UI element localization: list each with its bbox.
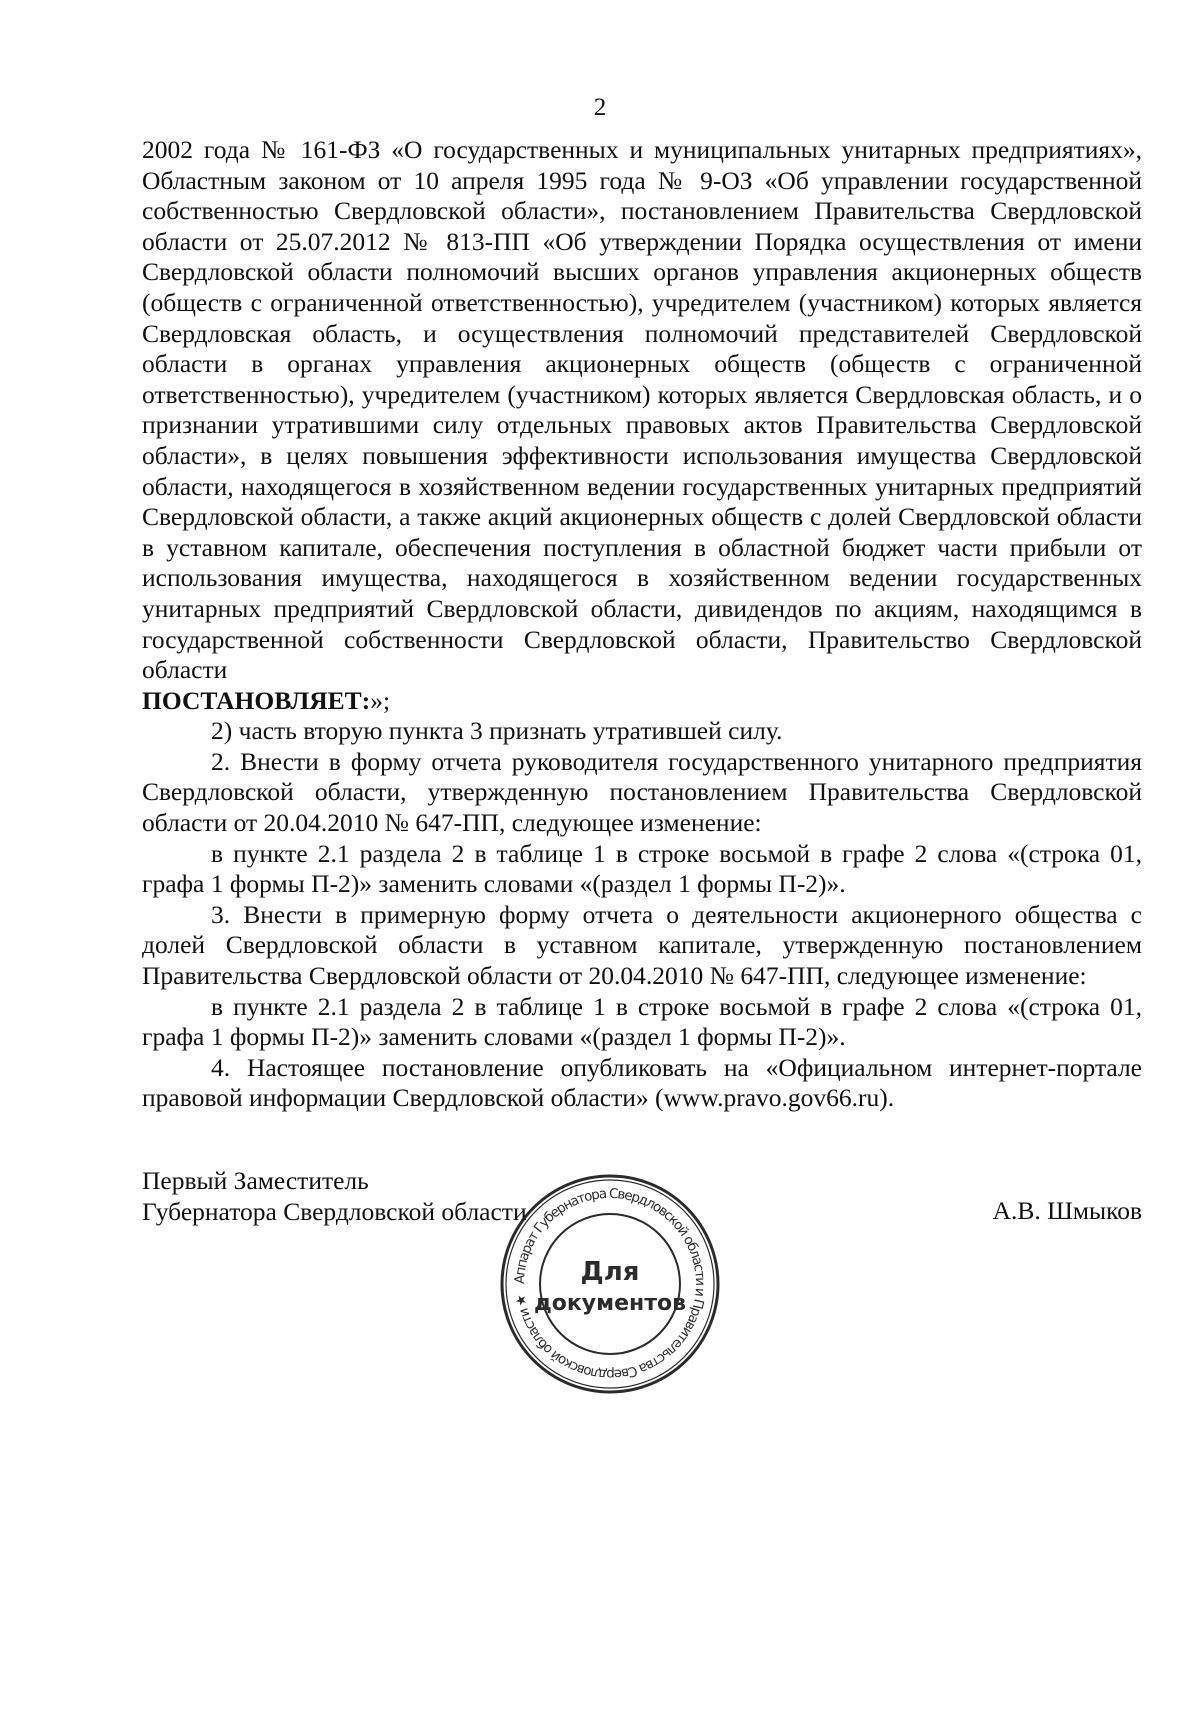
position-line-2: Губернатора Свердловской области [142,1196,527,1226]
decree-word: ПОСТАНОВЛЯЕТ: [142,685,371,715]
paragraph-item-2: 2) часть вторую пункта 3 признать утратившей силу. [211,716,783,746]
stamp-center-line-2: документов [533,1291,687,1316]
official-stamp [498,1172,722,1396]
page-number: 2 [593,94,607,121]
signatory-position [142,1166,527,1227]
paragraph-section-3: 3. Внести в примерную форму отчета о деятельности акционерного общества с долей Свердловской области в уставном капитале, утвержденную постановлением Правительства Свердловской области от 20.04.2010 № 647-ПП, следующее изменение: [142,899,1142,991]
paragraph-preamble: 2002 года № 161-ФЗ «О государственных и муниципальных унитарных предприятиях», Областным законом от 10 апреля 1995 года № 9-ОЗ «Об управлении государственной собственностью Свердловской области», постановлением Правительства Свердловской области от 25.07.2012 № 813-ПП «Об утверждении Порядка осуществления от имени Свердловской области полномочий высших органов управления акционерных обществ (обществ с ограниченной ответственностью), учредителем (участником) которых является Свердловская область, и осуществления полномочий представителей Свердловской области в органах управления акционерных обществ (обществ с ограниченной ответственностью), учредителем (участником) которых является Свердловская область, и о признании утратившими силу отдельных правовых актов Правительства Свердловской области», в целях повышения эффективности использования имущества Свердловской области, находящегося в хозяйственном ведении государственных унитарных предприятий Свердловской области, а также акций акционерных обществ с долей Свердловской области в уставном капитале, обеспечения поступления в областной бюджет части прибыли от использования имущества, находящегося в хозяйственном ведении государственных унитарных предприятий Свердловской области, дивидендов по акциям, находящимся в государственной собственности Свердловской области, Правительство Свердловской области [142,135,1142,685]
paragraph-section-4: 4. Настоящее постановление опубликовать на «Официальном интернет-портале правовой информации Свердловской области» (www.pravo.gov66.ru). [142,1052,1142,1113]
signatory-name: А.В. Шмыков [992,1196,1142,1225]
paragraph-section-2: 2. Внести в форму отчета руководителя государственного унитарного предприятия Свердловской области, утвержденную постановлением Правительства Свердловской области от 20.04.2010 № 647-ПП, следующее изменение: [142,746,1142,838]
document-body [142,135,1142,1114]
decree-line [142,686,1142,717]
paragraph-section-2-change: в пункте 2.1 раздела 2 в таблице 1 в строке восьмой в графе 2 слова «(строка 01, графа 1 формы П-2)» заменить словами «(раздел 1 формы П-2)». [142,838,1142,899]
stamp-center-line-1: Для [580,1257,640,1287]
decree-suffix: »; [370,685,391,715]
position-line-1: Первый Заместитель [142,1166,369,1195]
paragraph-section-3-change: в пункте 2.1 раздела 2 в таблице 1 в строке восьмой в графе 2 слова «(строка 01, графа 1 формы П-2)» заменить словами «(раздел 1 формы П-2)». [142,991,1142,1052]
stamp-ring-text: Аппарат Губернатора Свердловской области и Правительства Свердловской области ★ [511,1185,709,1383]
